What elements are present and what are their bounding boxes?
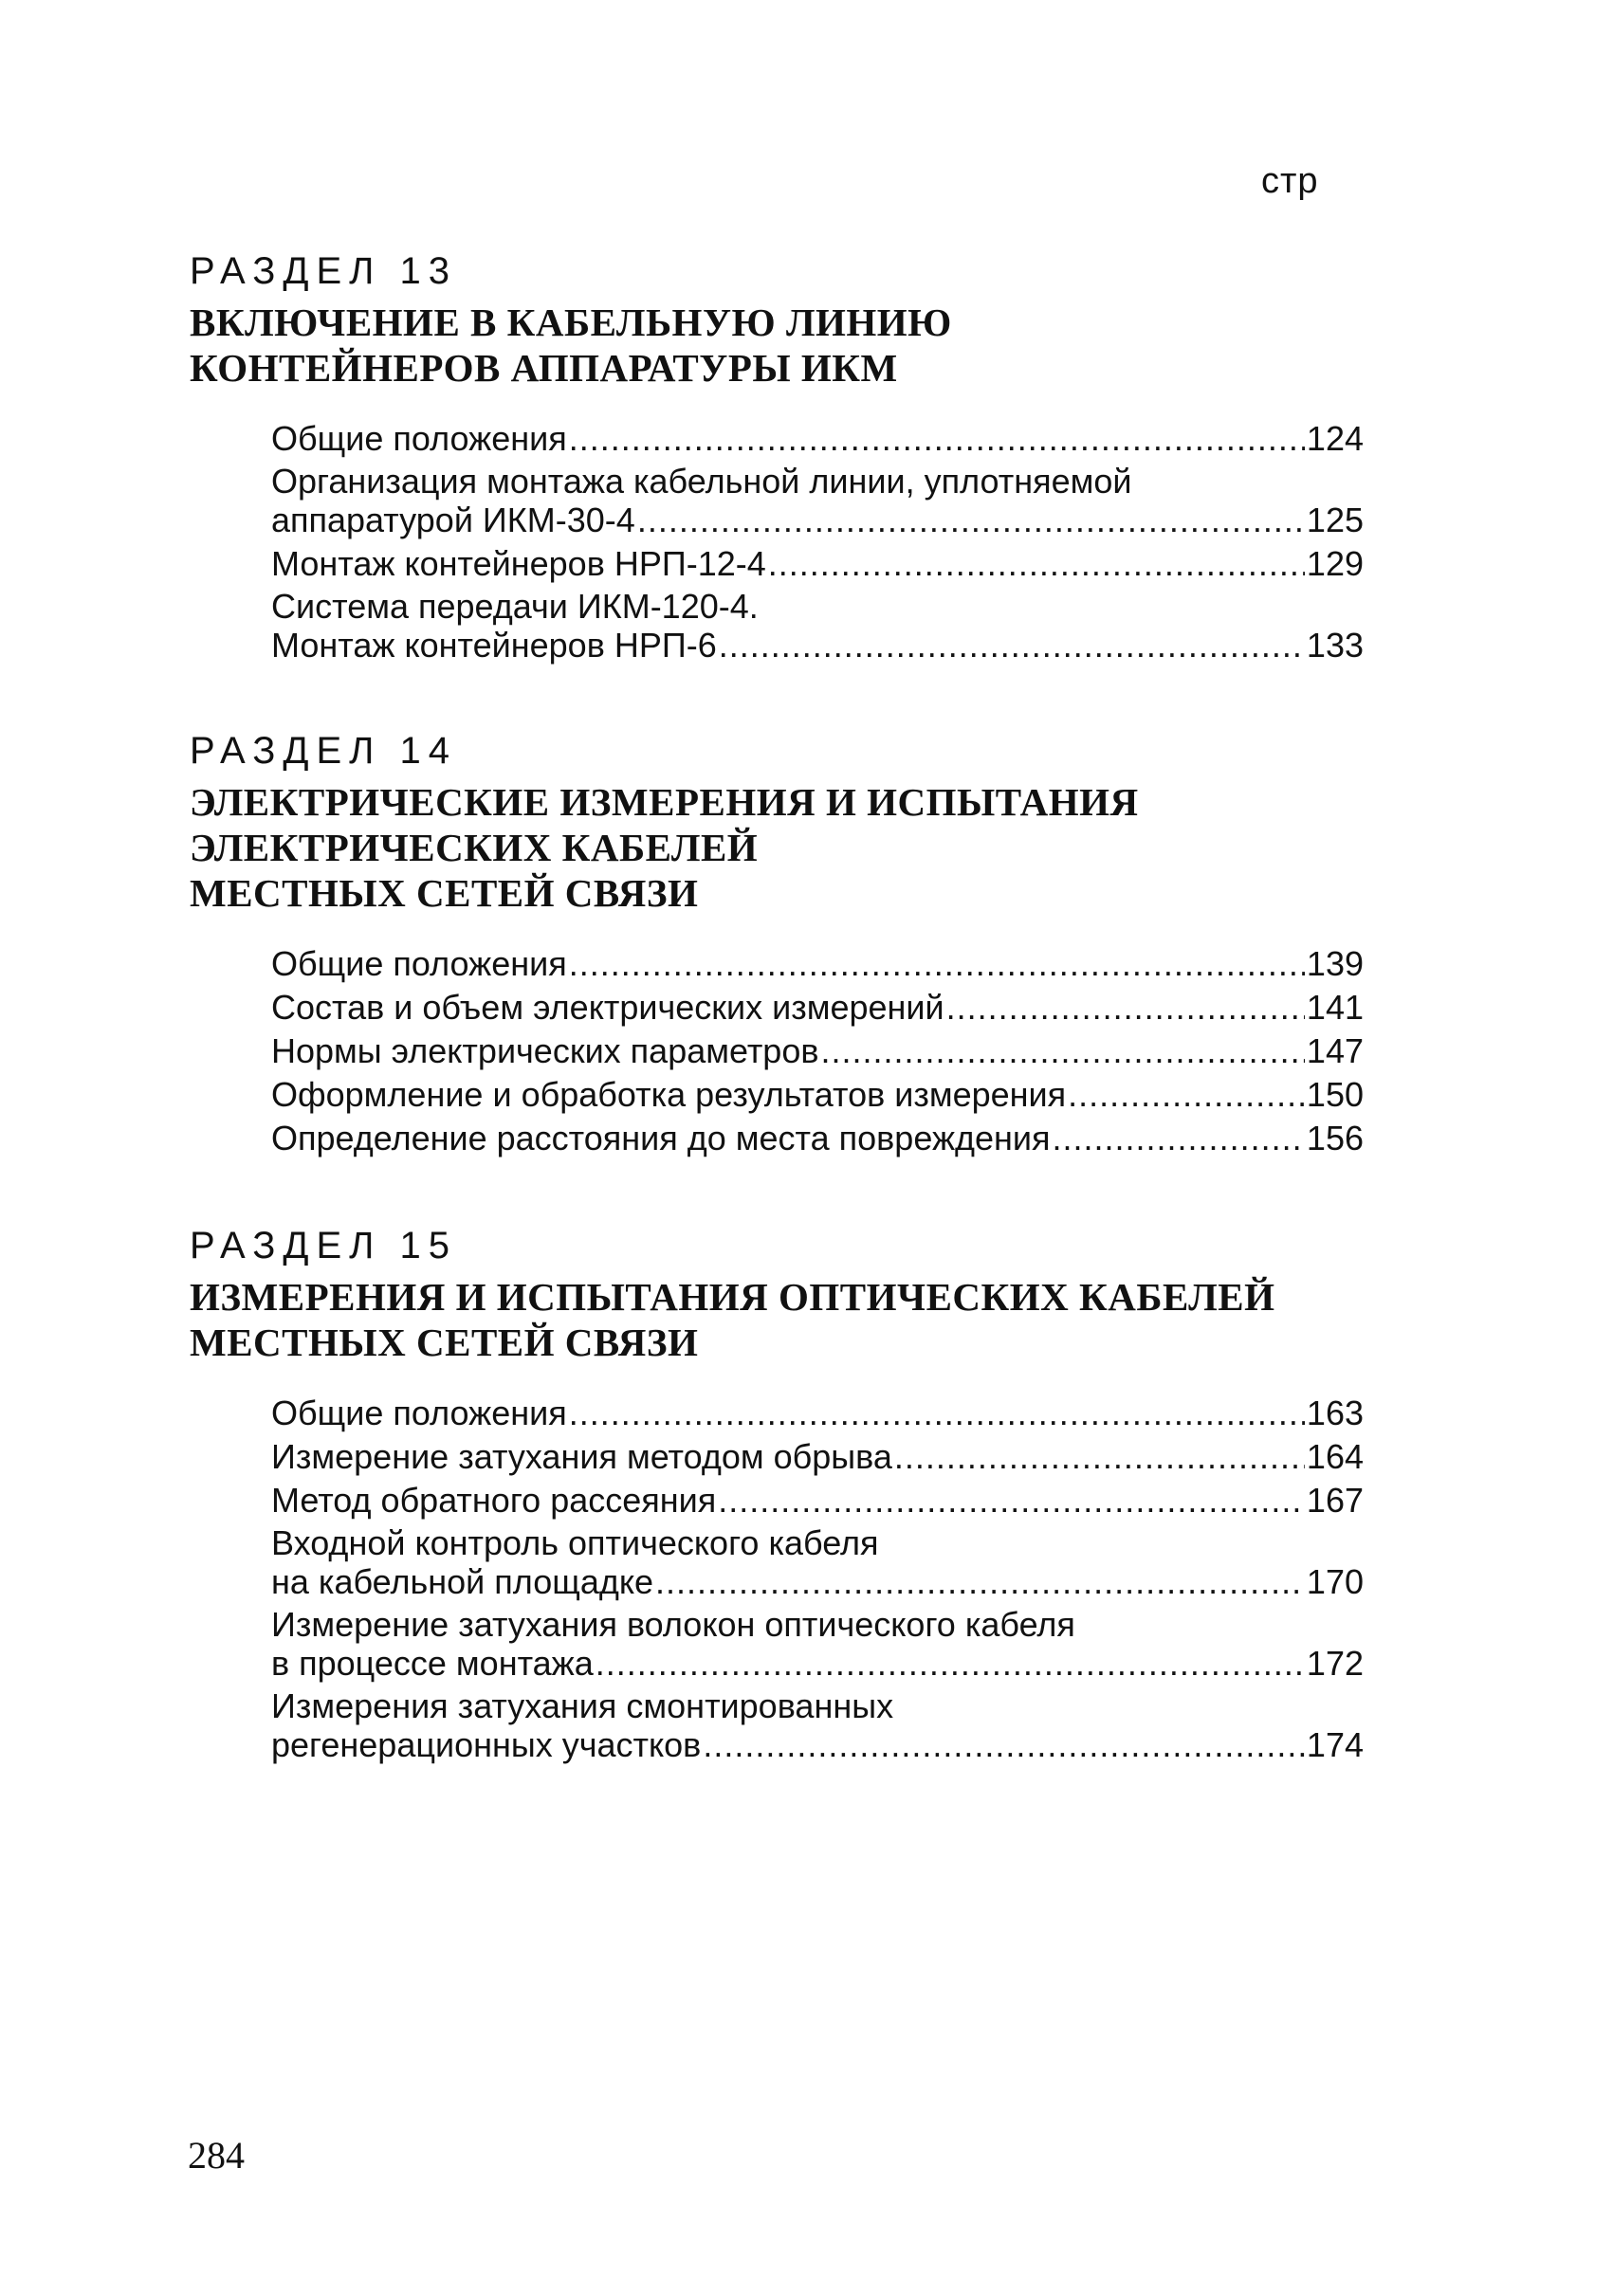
toc-entry-text: на кабельной площадке	[271, 1562, 654, 1601]
toc-entry	[271, 944, 1364, 984]
toc-entry-page: 147	[1306, 1031, 1364, 1070]
section-title-line: ЭЛЕКТРИЧЕСКИХ КАБЕЛЕЙ	[190, 826, 759, 869]
toc-entries	[271, 419, 1364, 665]
toc-entry-text: Система передачи ИКМ-120-4.	[271, 587, 759, 626]
dot-leader	[596, 1644, 1305, 1684]
section-title-line: МЕСТНЫХ СЕТЕЙ СВЯЗИ	[190, 1321, 699, 1364]
toc-entry-page: 141	[1306, 988, 1364, 1027]
toc-entry-text: Состав и объем электрических измерений	[271, 988, 944, 1027]
dot-leader	[718, 1481, 1305, 1521]
dot-leader	[569, 944, 1305, 984]
page-column-label: стр	[1261, 161, 1319, 201]
toc-entry-text: Монтаж контейнеров НРП-6	[271, 626, 717, 665]
toc-entry-text: регенерационных участков	[271, 1725, 702, 1764]
toc-entry-text: Определение расстояния до места повреждения	[271, 1119, 1051, 1157]
toc-entry-page: 170	[1306, 1562, 1364, 1601]
toc-entry-page: 133	[1306, 626, 1364, 665]
toc-entry	[271, 1394, 1364, 1433]
toc-entry	[271, 1687, 1364, 1765]
toc-entry-text: аппаратурой ИКМ-30-4	[271, 501, 635, 539]
toc-entry-page: 156	[1306, 1119, 1364, 1157]
dot-leader	[703, 1725, 1305, 1765]
toc-entry-text: Общие положения	[271, 944, 567, 983]
page-number: 284	[188, 2134, 245, 2177]
dot-leader	[768, 544, 1305, 584]
toc-entry-text: Общие положения	[271, 1394, 567, 1432]
toc-entry	[271, 419, 1364, 459]
toc-entry-page: 125	[1306, 501, 1364, 539]
toc-entries	[271, 1394, 1364, 1765]
toc-entry-page: 174	[1306, 1725, 1364, 1764]
section-title-line: КОНТЕЙНЕРОВ АППАРАТУРЫ ИКМ	[190, 346, 898, 390]
dot-leader	[569, 419, 1305, 459]
toc-entry-text: Монтаж контейнеров НРП-12-4	[271, 544, 766, 583]
toc-entry	[271, 1075, 1364, 1115]
toc-entry-text: Измерения затухания смонтированных	[271, 1686, 894, 1725]
dot-leader	[1053, 1119, 1305, 1158]
dot-leader	[1068, 1075, 1305, 1115]
section-title-line: ВКЛЮЧЕНИЕ В КАБЕЛЬНУЮ ЛИНИЮ	[190, 301, 952, 344]
toc-entry-text: Метод обратного рассеяния	[271, 1481, 717, 1520]
toc-entry-text: Общие положения	[271, 419, 567, 458]
toc-entry-text: Входной контроль оптического кабеля	[271, 1523, 879, 1562]
section-title-line: МЕСТНЫХ СЕТЕЙ СВЯЗИ	[190, 871, 699, 915]
toc-entry-page: 139	[1306, 944, 1364, 983]
toc-entry	[271, 1031, 1364, 1071]
toc-entry	[271, 463, 1364, 540]
toc-entry-text: Организация монтажа кабельной линии, уплотняемой	[271, 462, 1132, 501]
dot-leader	[820, 1031, 1304, 1071]
toc-entry	[271, 1524, 1364, 1602]
toc-entry-page: 163	[1306, 1394, 1364, 1432]
toc-entry	[271, 1119, 1364, 1158]
toc-entry	[271, 544, 1364, 584]
section-title-line: ЭЛЕКТРИЧЕСКИЕ ИЗМЕРЕНИЯ И ИСПЫТАНИЯ	[190, 780, 1139, 824]
toc-entry	[271, 988, 1364, 1028]
toc-entry-page: 124	[1306, 419, 1364, 458]
dot-leader	[719, 626, 1305, 665]
toc-entry-page: 167	[1306, 1481, 1364, 1520]
section-14	[190, 728, 1422, 1162]
section-title-line: ИЗМЕРЕНИЯ И ИСПЫТАНИЯ ОПТИЧЕСКИХ КАБЕЛЕЙ	[190, 1275, 1275, 1319]
section-title	[190, 779, 1422, 916]
toc-entry-page: 129	[1306, 544, 1364, 583]
section-title	[190, 1274, 1422, 1365]
toc-entry	[271, 1606, 1364, 1684]
dot-leader	[569, 1394, 1305, 1433]
toc-entry-page: 172	[1306, 1644, 1364, 1683]
toc-entry-text: Оформление и обработка результатов измерения	[271, 1075, 1067, 1114]
dot-leader	[637, 501, 1305, 540]
section-number: РАЗДЕЛ 14	[190, 730, 458, 772]
toc-entry-text: в процессе монтажа	[271, 1644, 594, 1683]
toc-entry-page: 164	[1306, 1437, 1364, 1476]
toc-entry-text: Измерение затухания волокон оптического кабеля	[271, 1605, 1075, 1644]
section-title	[190, 300, 1422, 391]
section-number: РАЗДЕЛ 13	[190, 250, 458, 292]
toc-entry	[271, 588, 1364, 665]
toc-entry-page: 150	[1306, 1075, 1364, 1114]
dot-leader	[655, 1562, 1305, 1602]
section-15	[190, 1223, 1422, 1769]
dot-leader	[894, 1437, 1305, 1477]
toc-entries	[271, 944, 1364, 1158]
section-13	[190, 248, 1422, 669]
toc-entry	[271, 1437, 1364, 1477]
dot-leader	[946, 988, 1305, 1028]
toc-entry-text: Измерение затухания методом обрыва	[271, 1437, 892, 1476]
toc-entry	[271, 1481, 1364, 1521]
toc-entry-text: Нормы электрических параметров	[271, 1031, 819, 1070]
section-number: РАЗДЕЛ 15	[190, 1225, 458, 1266]
